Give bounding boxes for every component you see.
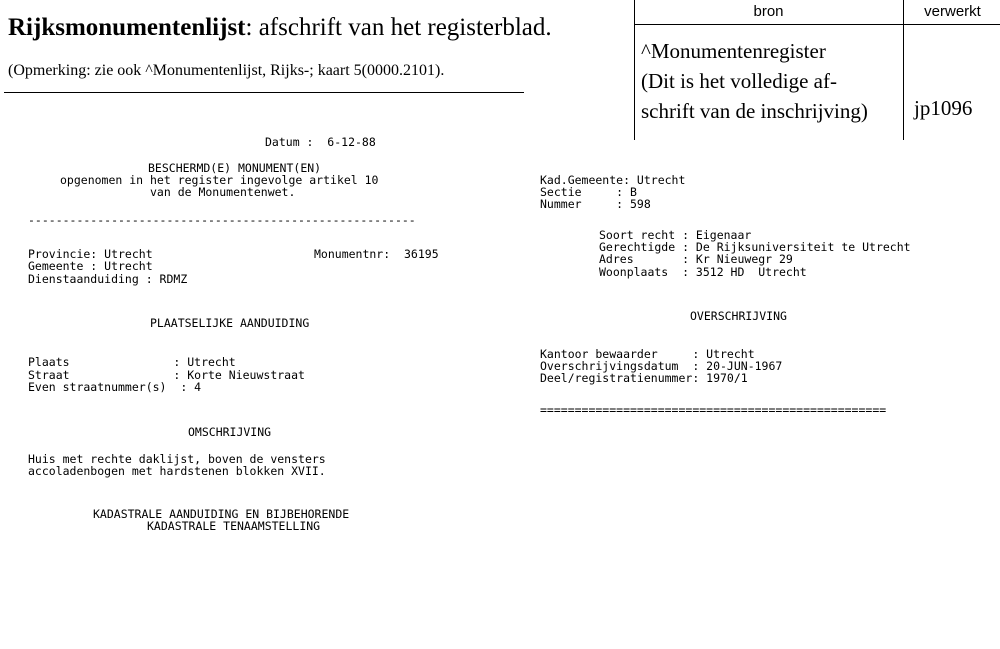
header-box-divider [903, 0, 904, 140]
dienst-field: Dienstaanduiding : RDMZ [28, 272, 188, 286]
datum-line: Datum : 6-12-88 [265, 135, 376, 149]
gerechtigde-field: Gerechtigde : De Rijksuniversiteit te Utrecht [599, 240, 911, 254]
beschermd-line: van de Monumentenwet. [150, 185, 296, 199]
beschermd-line: opgenomen in het register ingevolge artikel 10 [60, 173, 379, 187]
verwerkt-code: jp1096 [914, 96, 973, 120]
beschermd-heading: BESCHERMD(E) MONUMENT(EN) [148, 161, 322, 175]
bron-line: schrift van de inschrijving) [641, 99, 868, 123]
title-bold: Rijksmonumentenlijst [8, 14, 246, 41]
kad-gemeente-field: Kad.Gemeente: Utrecht [540, 173, 686, 187]
gemeente-field: Gemeente : Utrecht [28, 259, 153, 273]
kadastrale-heading: KADASTRALE TENAAMSTELLING [147, 519, 321, 533]
soort-recht-field: Soort recht : Eigenaar [599, 228, 752, 242]
plaats-field: Plaats : Utrecht [28, 355, 236, 369]
kantoor-field: Kantoor bewaarder : Utrecht [540, 347, 755, 361]
remark-underline [4, 92, 524, 93]
verwerkt-column-label: verwerkt [924, 3, 981, 20]
page-title [8, 14, 552, 42]
omschrijving-heading: OMSCHRIJVING [188, 425, 272, 439]
adres-field: Adres : Kr Nieuwegr 29 [599, 252, 793, 266]
header-box-rule [634, 24, 1000, 25]
overschrijvingsdatum-field: Overschrijvingsdatum : 20-JUN-1967 [540, 359, 783, 373]
header-box-left-border [634, 0, 635, 140]
straat-field: Straat : Korte Nieuwstraat [28, 368, 305, 382]
bron-text [641, 36, 868, 126]
remark-note: (Opmerking: zie ook ^Monumentenlijst, Rijks-; kaart 5(0000.2101). [8, 62, 445, 79]
even-straatnummer-field: Even straatnummer(s) : 4 [28, 380, 202, 394]
title-rest: : afschrift van het registerblad. [245, 14, 552, 41]
kadastrale-heading: KADASTRALE AANDUIDING EN BIJBEHORENDE [93, 507, 350, 521]
separator-equals: ================================================== [540, 403, 887, 417]
provincie-field: Provincie: Utrecht [28, 247, 153, 261]
plaatselijke-heading: PLAATSELIJKE AANDUIDING [150, 316, 310, 330]
overschrijving-heading: OVERSCHRIJVING [690, 309, 787, 323]
bron-line: (Dit is het volledige af- [641, 69, 837, 93]
deel-field: Deel/registratienummer: 1970/1 [540, 371, 748, 385]
bron-line: ^Monumentenregister [641, 39, 826, 63]
bron-column-label: bron [753, 3, 784, 20]
omschrijving-text: Huis met rechte daklijst, boven de vensters [28, 452, 326, 466]
separator-dashes: -------------------------------------------------------- [28, 213, 416, 227]
sectie-field: Sectie : B [540, 185, 637, 199]
omschrijving-text: accoladenbogen met hardstenen blokken XVII. [28, 464, 326, 478]
monumentnr-field: Monumentnr: 36195 [314, 247, 439, 261]
nummer-field: Nummer : 598 [540, 197, 651, 211]
woonplaats-field: Woonplaats : 3512 HD Utrecht [599, 265, 807, 279]
